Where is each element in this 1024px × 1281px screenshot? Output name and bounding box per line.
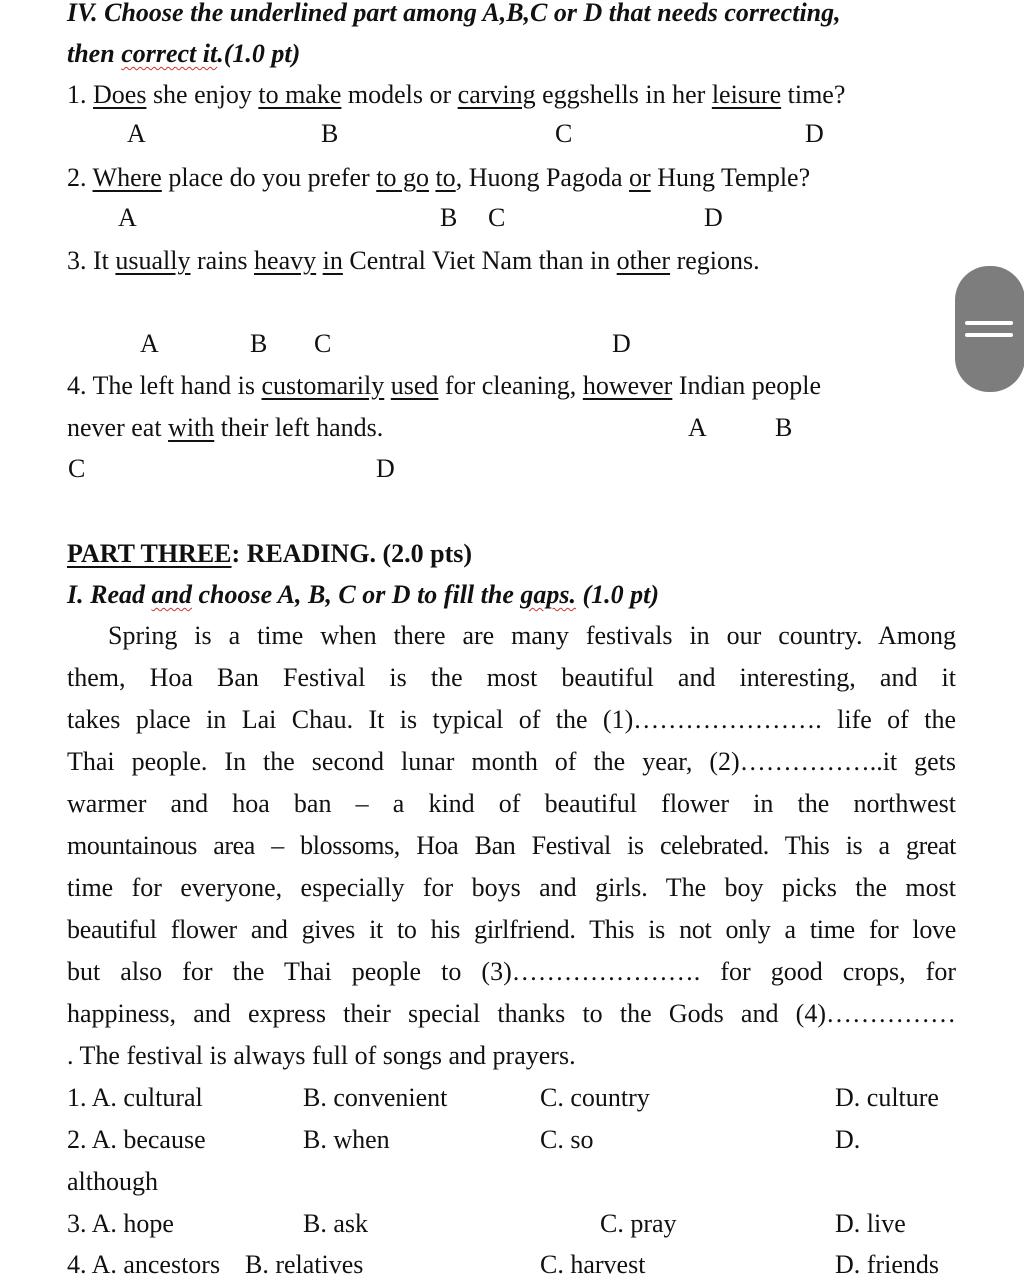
q4-text: their left hands. [214,413,384,442]
q1-label-b: B [321,119,339,148]
q2-part-d: or [629,163,651,192]
q2-num: 2. [67,163,93,192]
q1-part-a: Does [93,80,147,109]
option-3d: D. live [835,1209,906,1238]
q1-num: 1. [67,80,93,109]
q3-part-d: other [616,246,671,275]
q3-part-a: usually [115,246,191,275]
q3-text: Central Viet Nam than in [342,246,617,275]
q4-part-c: however [582,371,673,400]
heading-line1: IV. Choose the underlined part among A,B,C or D that needs correcting, [67,0,841,27]
option-2d-wrap: although [67,1167,158,1196]
q1-part-b: to make [258,80,342,109]
q4-text: Indian people [672,371,822,400]
question-2 [67,162,956,194]
option-4a: 4. A. ancestors [67,1250,221,1279]
passage-line: . The festival is always full of songs and prayers. [67,1041,576,1070]
q1-label-c: C [555,119,573,148]
heading-then: then [67,39,122,68]
option-1d: D. culture [835,1083,939,1112]
q2-part-b: to go [376,163,429,192]
passage-line: Spring is a time when there are many festivals in our country. Among [108,621,956,650]
q3-label-d: D [612,329,631,358]
q2-label-b: B [440,203,458,232]
q1-text: she enjoy [146,80,259,109]
option-1b: B. convenient [303,1083,448,1112]
option-2a: 2. A. because [67,1125,206,1154]
q3-part-b: heavy [254,246,317,275]
option-3a: 3. A. hope [67,1209,174,1238]
instruction-gaps: gaps. [520,580,576,609]
scroll-handle[interactable] [955,266,1024,392]
instruction-points: (1.0 pt) [575,580,660,609]
q3-label-a: A [140,329,159,358]
q1-part-c: carving [457,80,536,109]
q1-part-d: leisure [711,80,782,109]
passage-line: but also for the Thai people to (3)…………………. for good crops, for [67,957,956,986]
passage-line: warmer and hoa ban – a kind of beautiful flower in the northwest [67,789,956,818]
q4-part-a: customarily [261,371,385,400]
q2-text: Hung Temple? [650,163,811,192]
q3-text: regions. [670,246,760,275]
question-4 [67,370,954,402]
option-3b: B. ask [303,1209,368,1238]
question-4-line2 [67,412,956,444]
q4-label-c: C [68,454,86,483]
q4-text: never eat [67,413,169,442]
passage-line: takes place in Lai Chau. It is typical of the (1)…………………. life of the [67,705,956,734]
part-three-rest: : READING. (2.0 pts) [231,539,473,568]
instruction-text: I. Read [67,580,152,609]
option-2d: D. [835,1125,861,1154]
q1-label-d: D [805,119,824,148]
q4-label-d: D [376,454,395,483]
passage-line: beautiful flower and gives it to his girlfriend. This is not only a time for love [67,915,956,944]
q1-text: models or [341,80,458,109]
grip-line-icon [965,333,1013,337]
q3-label-c: C [314,329,332,358]
q2-text: , Huong Pagoda [455,163,630,192]
q1-text: time? [781,80,846,109]
q3-part-c: in [322,246,343,275]
heading-points: .(1.0 pt) [217,39,301,68]
q4-label-a: A [688,413,707,442]
instruction-and: and [151,580,192,609]
q2-label-d: D [704,203,723,232]
q4-num: 4. The left hand is [67,371,262,400]
q2-part-a: Where [92,163,162,192]
passage-line: Thai people. In the second lunar month of the year, (2)……………..it gets [67,747,956,776]
q3-label-b: B [250,329,268,358]
q4-label-b: B [775,413,793,442]
q4-part-d: with [168,413,215,442]
q1-label-a: A [127,119,146,148]
q3-text: rains [190,246,255,275]
q4-part-b: used [390,371,439,400]
q4-text: for cleaning, [438,371,583,400]
passage-line: them, Hoa Ban Festival is the most beautiful and interesting, and it [67,663,956,692]
q1-text: eggshells in her [535,80,712,109]
option-1c: C. country [540,1083,650,1112]
question-1 [67,79,956,111]
grip-line-icon [965,321,1013,325]
section-heading [67,0,956,29]
option-1a: 1. A. cultural [67,1083,203,1112]
part-three-label: PART THREE [67,539,232,568]
option-2b: B. when [303,1125,390,1154]
option-3c: C. pray [600,1209,677,1238]
part-three-title [67,538,956,570]
passage-line: time for everyone, especially for boys and girls. The boy picks the most [67,873,956,902]
passage-line: mountainous area – blossoms, Hoa Ban Festival is celebrated. This is a great [67,831,956,860]
passage-line: happiness, and express their special thanks to the Gods and (4)…………… [67,999,956,1028]
instruction-text: choose A, B, C or D to fill the [191,580,521,609]
option-4c: C. harvest [540,1250,646,1279]
reading-instruction [67,579,956,611]
option-4d: D. friends [835,1250,939,1279]
q2-text: place do you prefer [161,163,377,192]
q2-label-a: A [118,203,137,232]
question-3 [67,245,956,277]
section-heading-line2 [67,38,956,70]
q3-num: 3. It [67,246,116,275]
option-2c: C. so [540,1125,594,1154]
option-4b: B. relatives [245,1250,364,1279]
q2-label-c: C [488,203,506,232]
q2-part-c: to [435,163,456,192]
heading-correct-it: correct it [121,39,218,68]
